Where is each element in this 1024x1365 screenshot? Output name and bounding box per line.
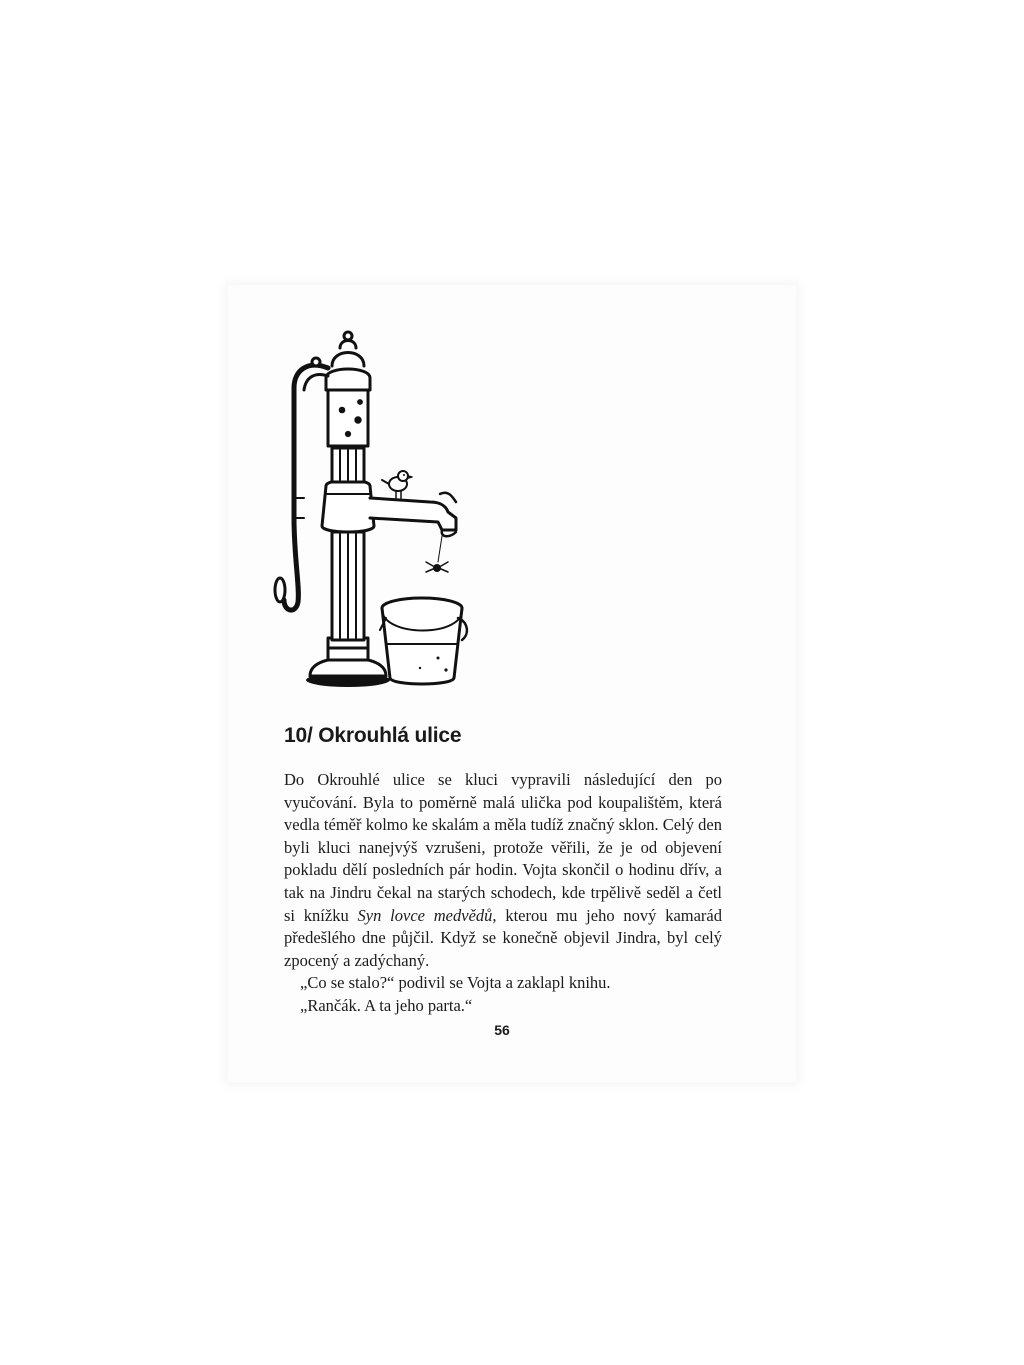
bird-icon (382, 471, 412, 498)
dialogue-line: „Rančák. A ta jeho parta.“ (300, 995, 473, 1015)
water-pump-illustration (270, 318, 480, 696)
paragraph-text: Do Okrouhlé ulice se kluci vypravili následující den po vyučování. Byla to poměrně malá ulička pod koupalištěm, která vedla téměř kolmo ke skalám a měla tudíž značný sklon. Celý den byli kluci nanejvýš vzrušeni, protože věřili, že je od objevení pokladu dělí posledních pár hodin. Vojta skončil o hodinu dřív, a tak na Jindru čekal na starých schodech, kde trpělivě seděl a četl si knížku (284, 770, 722, 925)
spider-icon (426, 536, 448, 572)
paragraph (284, 769, 722, 972)
bucket-icon (380, 598, 467, 684)
dialogue-line: „Co se stalo?“ podivil se Vojta a zaklapl knihu. (300, 973, 611, 993)
page-number: 56 (494, 1022, 510, 1038)
book-title: Syn lovce medvědů (357, 905, 493, 925)
chapter-body (284, 769, 722, 1018)
chapter-title: 10/ Okrouhlá ulice (284, 724, 462, 747)
paragraph-text: , kterou mu jeho nový kamarád předešlého dne půjčil. Když se konečně objevil Jindra, byl celý zpocený a zadýchaný. (284, 905, 722, 970)
